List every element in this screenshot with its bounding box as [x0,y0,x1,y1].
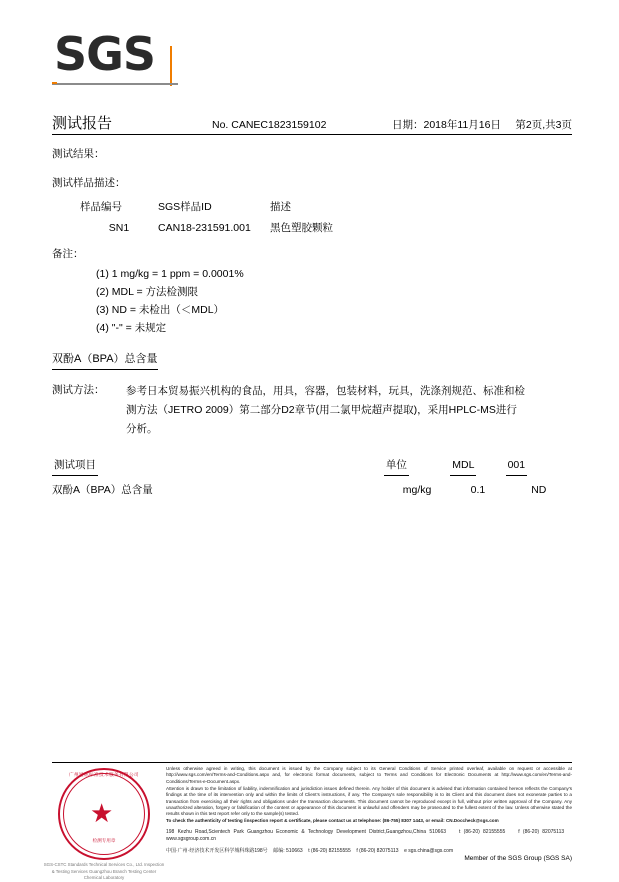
footer-fax-en: f (86-20) 82075113 [518,828,565,835]
test-results-label: 测试结果： [52,148,105,160]
star-icon: ★ [90,798,114,828]
result-item-mdl: 0.1 [470,484,486,496]
footer-fax-cn: f (86-20) 82075113 [356,847,399,854]
page-number: 第2页,共3页 [515,119,572,131]
stamp-bottom-text: 检测专用章 [92,838,116,843]
footer-web-en: www.sgsgroup.com.cn [166,836,217,843]
result-table [52,455,572,501]
sample-table [80,198,430,238]
page-title: 测试报告 [52,115,113,132]
remarks-label: 备注： [52,248,84,260]
footer-member-line: Member of the SGS Group (SGS SA) [464,855,572,862]
result-col-001-label: 001 [506,457,528,476]
footer-address-en [166,829,572,844]
sample-id-value: CAN18-231591.001 [158,222,251,234]
result-col-mdl [450,455,505,479]
footer-tel-cn: t (86-20) 82155555 [308,847,351,854]
test-method-block [52,382,572,439]
table-row [52,479,572,501]
table-row [80,219,430,238]
sample-description-label: 测试样品描述： [52,177,126,189]
footer-divider [52,762,572,763]
stamp-top-text: 广州通标标准技术服务有限公司 [69,772,139,777]
test-method-text: 参考日本贸易振兴机构的食品，用具，容器，包装材料，玩具，洗涤剂规范、标准和检测方法（JETRO 2009）第二部分D2章节(用二氯甲烷超声提取)，采用HPLC-MS进行分析。 [126,385,525,435]
result-col-item-label: 测试项目 [52,457,98,476]
footer-verify: To check the authenticity of testing /inspection report & certificate, please contact us at telephone: (86-755) 8307 1443, or email: CN.Doccheck@sgs.com [166,818,499,824]
section-title-bpa: 双酚A（BPA）总含量 [52,351,158,370]
footer-attention: Attention is drawn to the limitation of liability, indemnification and jurisdiction issues defined therein. Any holder of this document is advised that information contained hereon reflects the Company's findings at the time of its intervention only and within the limits of Client's instructions, if any. The Company's sole responsibility is to its Client and this document does not exonerate parties to a transaction from exercising all their rights and obligations under the transaction documents. This document cannot be reproduced except in full, without prior written approval of the Company. Any unauthorized alteration, forgery or falsification of the content or appearance of this document is unlawful and offenders may be prosecuted to the fullest extent of the law. Unless otherwise stated the results shown in this test report refer only to the sample(s) tested. [166,785,572,817]
report-body [52,146,572,501]
sample-col-no: 样品编号 [80,201,122,213]
result-col-001 [506,455,572,479]
result-col-unit-label: 单位 [384,457,409,476]
title-row [52,112,572,133]
footer-email-cn: e sgs.china@sgs.com [404,847,454,854]
list-item: (3) ND = 未检出（＜MDL） [96,304,225,316]
result-item-unit: mg/kg [402,484,432,496]
test-method-label: 测试方法： [52,384,105,396]
sample-desc-value: 黑色塑胶颗粒 [270,222,333,234]
report-number: No. CANEC1823159102 [212,119,327,131]
list-item: (2) MDL = 方法检测限 [96,286,198,298]
logo-accent-bar [170,46,172,86]
result-item-value: ND [531,484,547,496]
list-item: (4) "-" = 未规定 [96,322,167,334]
footer-address-en-text: 198 Kezhu Road,Scientech Park Guangzhou Economic & Technology Development District,Guangzhou,China 510663 [166,828,447,835]
sgs-logo-text: SGS [54,27,156,81]
header-divider [52,134,572,135]
sample-col-id: SGS样品ID [158,201,212,213]
result-item-name: 双酚A（BPA）总含量 [52,484,153,496]
result-col-item [52,455,384,479]
remarks-list [96,265,572,337]
list-item: (1) 1 mg/kg = 1 ppm = 0.0001% [96,268,244,280]
stamp-caption: SGS-CSTC Standards Technical Services Co., Ltd. Inspection & Testing Services Guangzhou Branch Testing Center Chemical Laboratory [43,862,165,880]
report-date: 日期：2018年11月16日 [392,119,501,131]
footer-zip-cn: 邮编: 510663 [273,847,303,854]
report-header [52,27,572,86]
logo-underline [52,83,178,85]
sgs-logo [52,27,572,86]
sample-table-header-row [80,198,430,219]
logo-accent-left [52,82,57,84]
sample-no-value: SN1 [108,222,130,234]
result-col-unit [384,455,450,479]
footer-address-cn-text: 中国·广州·经济技术开发区科学城科珠路198号 [166,847,268,854]
sample-col-desc: 描述 [270,201,291,213]
result-col-mdl-label: MDL [450,457,476,476]
result-table-header-row [52,455,572,479]
footer-disclaimer: Unless otherwise agreed in writing, this document is issued by the Company subject to its General Conditions of Service printed overleaf, available on request or accessible at http://www.sgs.com/en/Terms-and-Conditions.aspx and, for electronic format documents, subject to Terms and Conditions for Electronic Documents at http://www.sgs.com/en/Terms-and-Conditions/Terms-e-Document.aspx. [166,766,572,784]
footer-tel-en: t (86-20) 82155555 [459,828,506,835]
